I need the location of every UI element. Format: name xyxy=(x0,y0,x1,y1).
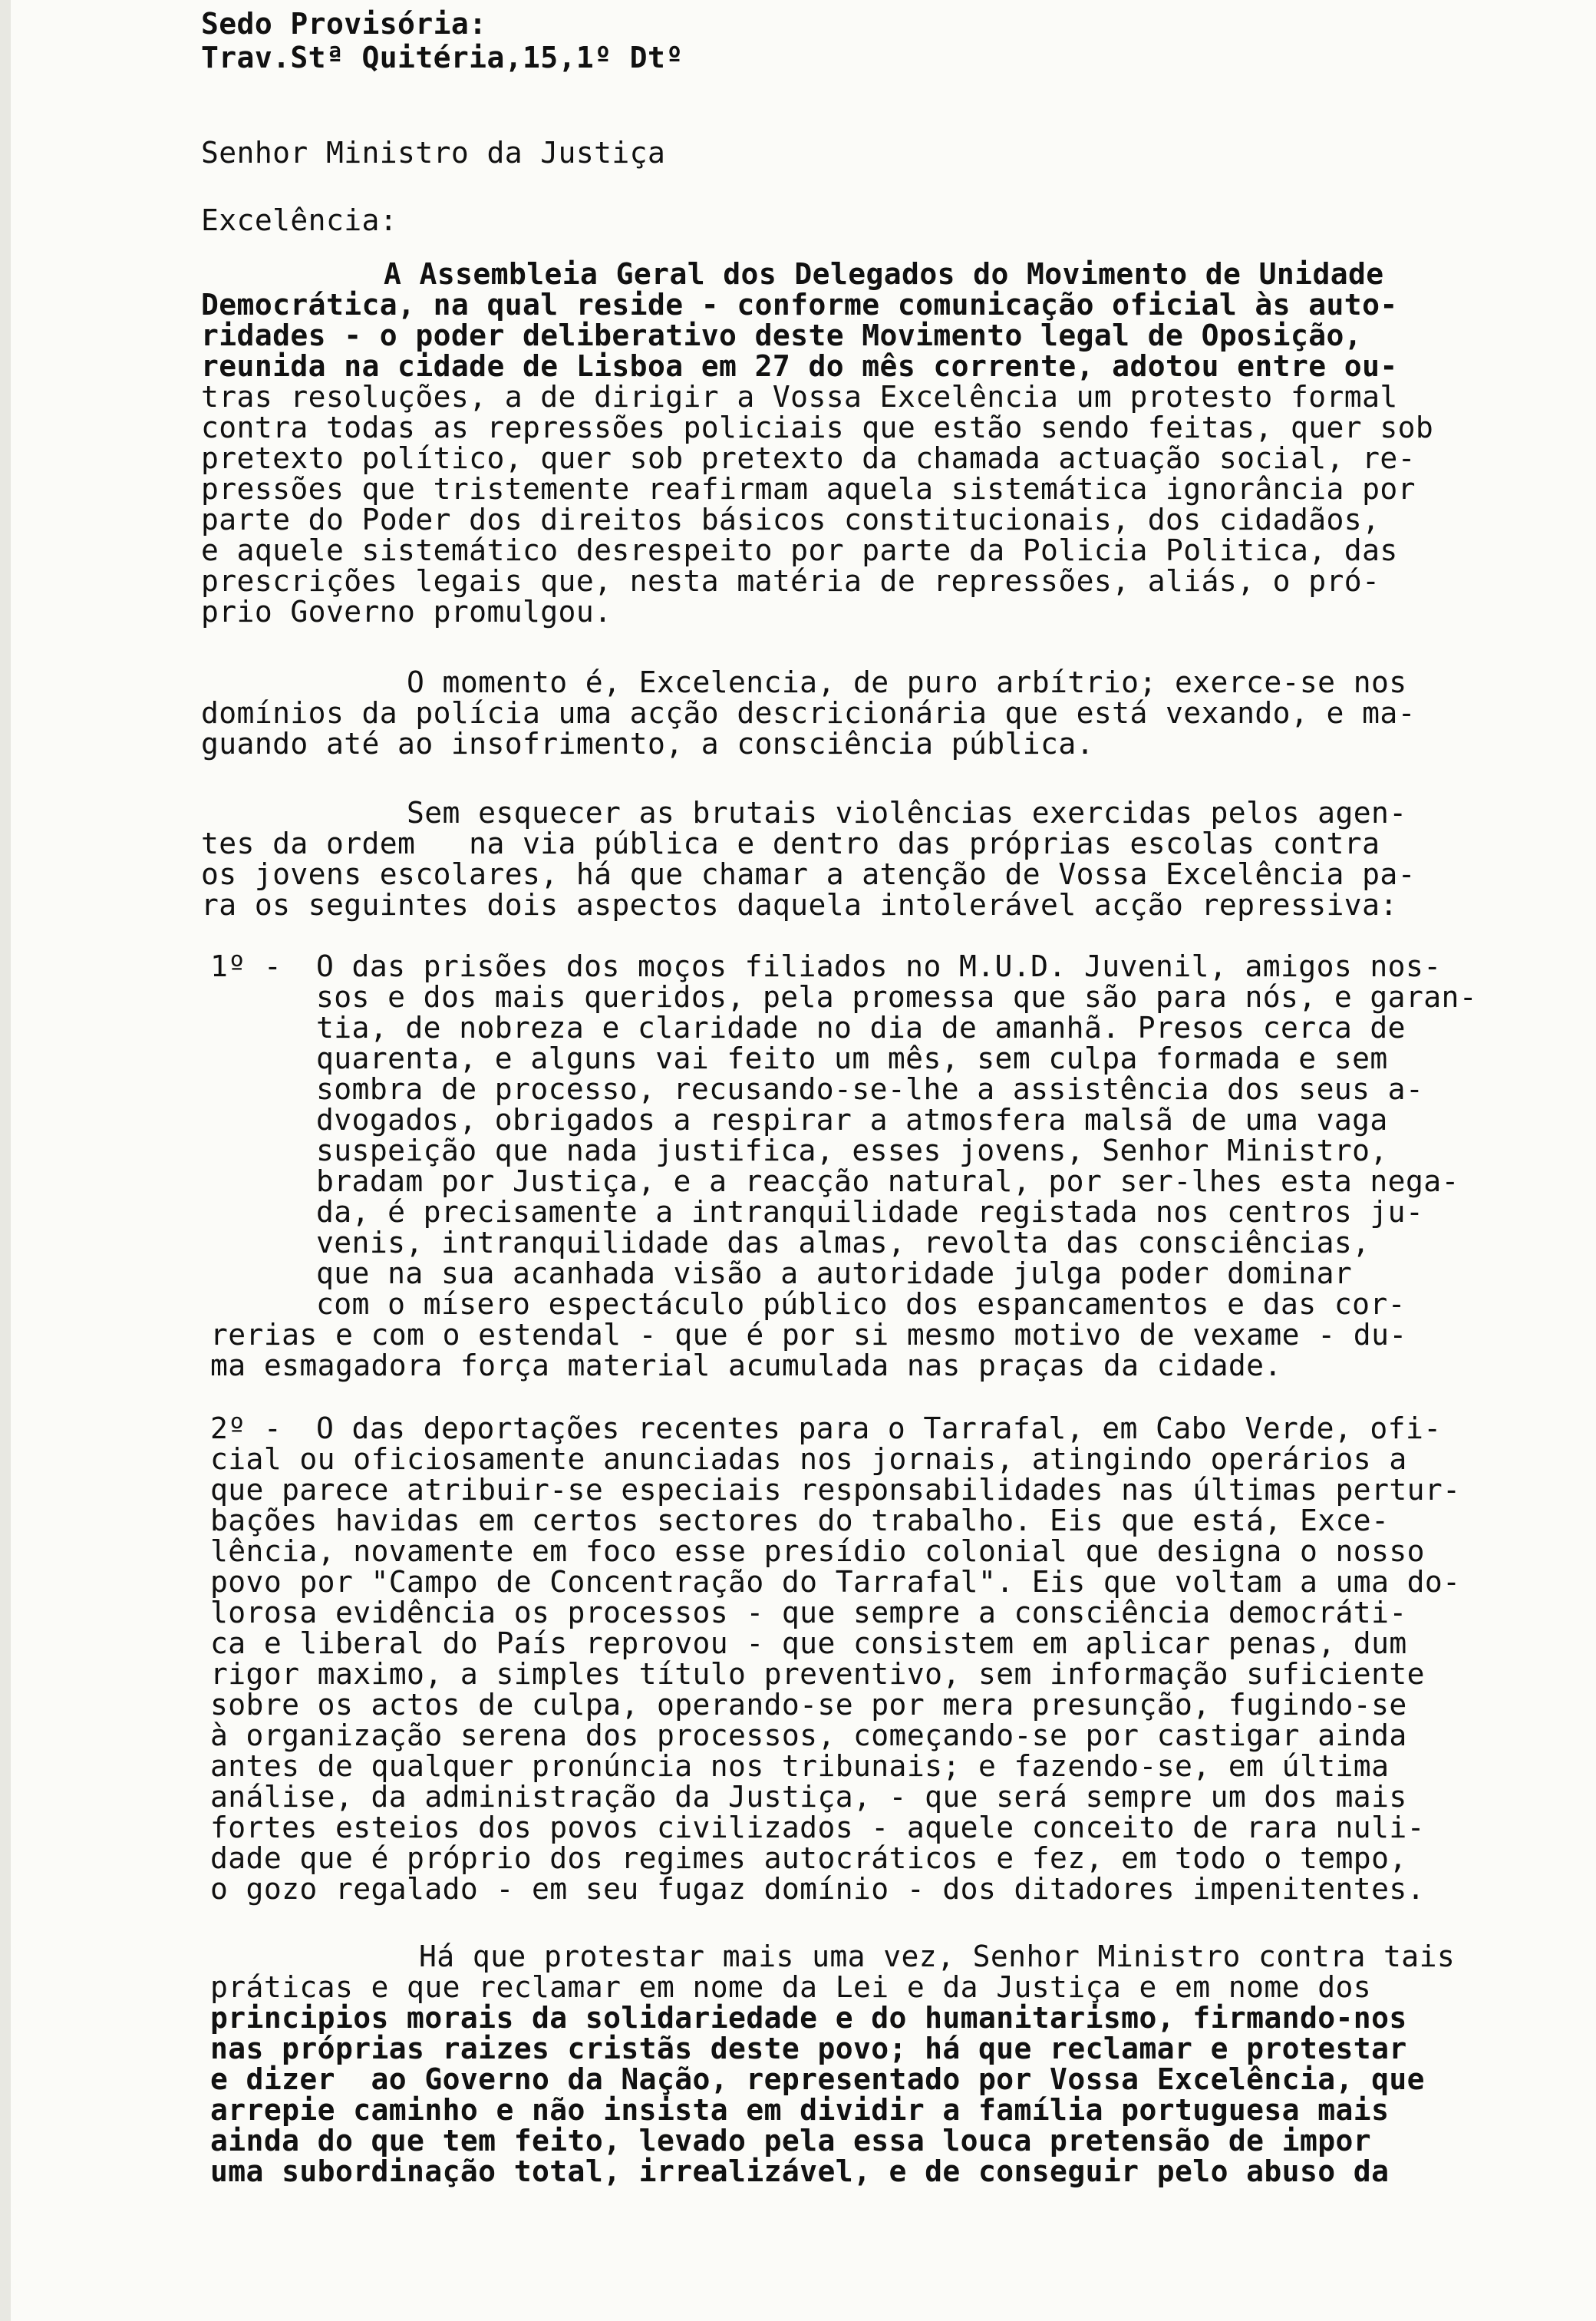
scan-edge-shadow xyxy=(0,0,11,2321)
paragraph-4-line: Há que protestar mais uma vez, Senhor Ministro contra tais xyxy=(419,1940,1456,1973)
item-1-line: da, é precisamente a intranquilidade registada nos centros ju- xyxy=(316,1195,1424,1229)
paragraph-3-line: os jovens escolares, há que chamar a atenção de Vossa Excelência pa- xyxy=(201,857,1416,891)
paragraph-4-line: uma subordinação total, irrealizável, e de conseguir pelo abuso da xyxy=(210,2154,1390,2188)
item-2-line: que parece atribuir-se especiais responsabilidades nas últimas pertur- xyxy=(210,1473,1461,1507)
addressee: Senhor Ministro da Justiça xyxy=(201,136,666,170)
paragraph-4-line: nas próprias raizes cristãs deste povo; há que reclamar e protestar xyxy=(210,2032,1407,2065)
item-2-line: O das deportações recentes para o Tarrafal, em Cabo Verde, ofi- xyxy=(316,1411,1442,1445)
item-1-line: bradam por Justiça, e a reacção natural, por ser-lhes esta nega- xyxy=(316,1164,1459,1198)
item-2-line: lorosa evidência os processos - que sempre a consciência democráti- xyxy=(210,1596,1407,1629)
paragraph-1-line: tras resoluções, a de dirigir a Vossa Excelência um protesto formal xyxy=(201,380,1398,414)
paragraph-3-line: Sem esquecer as brutais violências exercidas pelos agen- xyxy=(407,796,1407,830)
paragraph-2-line: O momento é, Excelencia, de puro arbítrio; exerce-se nos xyxy=(407,665,1407,699)
item-1-line: com o mísero espectáculo público dos espancamentos e das cor- xyxy=(316,1287,1406,1321)
item-2-line: ca e liberal do País reprovou - que consistem em aplicar penas, dum xyxy=(210,1626,1407,1660)
item-2-line: cial ou oficiosamente anunciadas nos jornais, atingindo operários a xyxy=(210,1442,1407,1476)
item-1-line: sos e dos mais queridos, pela promessa que são para nós, e garan- xyxy=(316,980,1478,1014)
item-2-line: sobre os actos de culpa, operando-se por mera presunção, fugindo-se xyxy=(210,1688,1407,1722)
item-2-line: bações havidas em certos sectores do trabalho. Eis que está, Exce- xyxy=(210,1504,1390,1537)
item-1-marker: 1º - xyxy=(210,949,282,983)
salutation: Excelência: xyxy=(201,203,398,237)
item-2-line: lência, novamente em foco esse presídio colonial que designa o nosso xyxy=(210,1534,1425,1568)
paragraph-1-line: prio Governo promulgou. xyxy=(201,595,612,629)
paragraph-3-line: ra os seguintes dois aspectos daquela intolerável acção repressiva: xyxy=(201,888,1398,922)
item-2-line: antes de qualquer pronúncia nos tribunais; e fazendo-se, em última xyxy=(210,1749,1390,1783)
paragraph-3-line: tes da ordem na via pública e dentro das próprias escolas contra xyxy=(201,827,1380,860)
paragraph-4-line: ainda do que tem feito, levado pela essa louca pretensão de impor xyxy=(210,2124,1372,2158)
header-line-1: Sedo Provisória: xyxy=(201,7,487,41)
paragraph-1-line: prescrições legais que, nesta matéria de repressões, aliás, o pró- xyxy=(201,564,1380,598)
item-2-marker: 2º - xyxy=(210,1411,282,1445)
item-1-line: quarenta, e alguns vai feito um mês, sem culpa formada e sem xyxy=(316,1042,1388,1075)
paragraph-4-line: práticas e que reclamar em nome da Lei e da Justiça e em nome dos xyxy=(210,1970,1372,2004)
paragraph-1-line: reunida na cidade de Lisboa em 27 do mês corrente, adotou entre ou- xyxy=(201,349,1398,383)
item-2-line: fortes esteios dos povos civilizados - aquele conceito de rara nuli- xyxy=(210,1811,1425,1844)
paragraph-4-line: arrepie caminho e não insista em dividir a família portuguesa mais xyxy=(210,2093,1390,2127)
header-line-2: Trav.Stª Quitéria,15,1º Dtº xyxy=(201,41,684,74)
paragraph-2-line: domínios da polícia uma acção descricionária que está vexando, e ma- xyxy=(201,696,1416,730)
paragraph-1-line: pretexto político, quer sob pretexto da chamada actuação social, re- xyxy=(201,441,1416,475)
paragraph-1-line: Democrática, na qual reside - conforme comunicação oficial às auto- xyxy=(201,288,1398,322)
paragraph-1-line: ridades - o poder deliberativo deste Movimento legal de Oposição, xyxy=(201,319,1363,352)
item-1-line: O das prisões dos moços filiados no M.U.D. Juvenil, amigos nos- xyxy=(316,949,1442,983)
paragraph-4-line: principios morais da solidariedade e do humanitarismo, firmando-nos xyxy=(210,2001,1407,2035)
item-1-line: venis, intranquilidade das almas, revolta das consciências, xyxy=(316,1226,1370,1260)
item-2-line: à organização serena dos processos, começando-se por castigar ainda xyxy=(210,1718,1407,1752)
item-2-line: rigor maximo, a simples título preventivo, sem informação suficiente xyxy=(210,1657,1425,1691)
item-1-line: tia, de nobreza e claridade no dia de amanhã. Presos cerca de xyxy=(316,1011,1406,1045)
item-2-line: dade que é próprio dos regimes autocráticos e fez, em todo o tempo, xyxy=(210,1841,1407,1875)
paragraph-1-line: contra todas as repressões policiais que estão sendo feitas, quer sob xyxy=(201,411,1434,444)
item-2-line: povo por "Campo de Concentração do Tarrafal". Eis que voltam a uma do- xyxy=(210,1565,1461,1599)
paragraph-1-line: e aquele sistemático desrespeito por parte da Policia Politica, das xyxy=(201,533,1398,567)
paragraph-1-line: parte do Poder dos direitos básicos constitucionais, dos cidadãos, xyxy=(201,503,1380,537)
item-1-line: que na sua acanhada visão a autoridade julga poder dominar xyxy=(316,1256,1353,1290)
item-2-line: análise, da administração da Justiça, - que será sempre um dos mais xyxy=(210,1780,1407,1814)
paragraph-2-line: guando até ao insofrimento, a consciência pública. xyxy=(201,727,1094,761)
item-1-line: sombra de processo, recusando-se-lhe a assistência dos seus a- xyxy=(316,1072,1424,1106)
item-1-line: suspeição que nada justifica, esses jovens, Senhor Ministro, xyxy=(316,1134,1388,1167)
item-1-line: ma esmagadora força material acumulada nas praças da cidade. xyxy=(210,1349,1282,1382)
item-1-line: rerias e com o estendal - que é por si mesmo motivo de vexame - du- xyxy=(210,1318,1407,1352)
item-2-line: o gozo regalado - em seu fugaz domínio - dos ditadores impenitentes. xyxy=(210,1872,1425,1906)
paragraph-4-line: e dizer ao Governo da Nação, representado por Vossa Excelência, que xyxy=(210,2062,1425,2096)
paragraph-1-line: A Assembleia Geral dos Delegados do Movimento de Unidade xyxy=(384,257,1384,291)
paragraph-1-line: pressões que tristemente reafirmam aquela sistemática ignorância por xyxy=(201,472,1416,506)
item-1-line: dvogados, obrigados a respirar a atmosfera malsã de uma vaga xyxy=(316,1103,1388,1137)
